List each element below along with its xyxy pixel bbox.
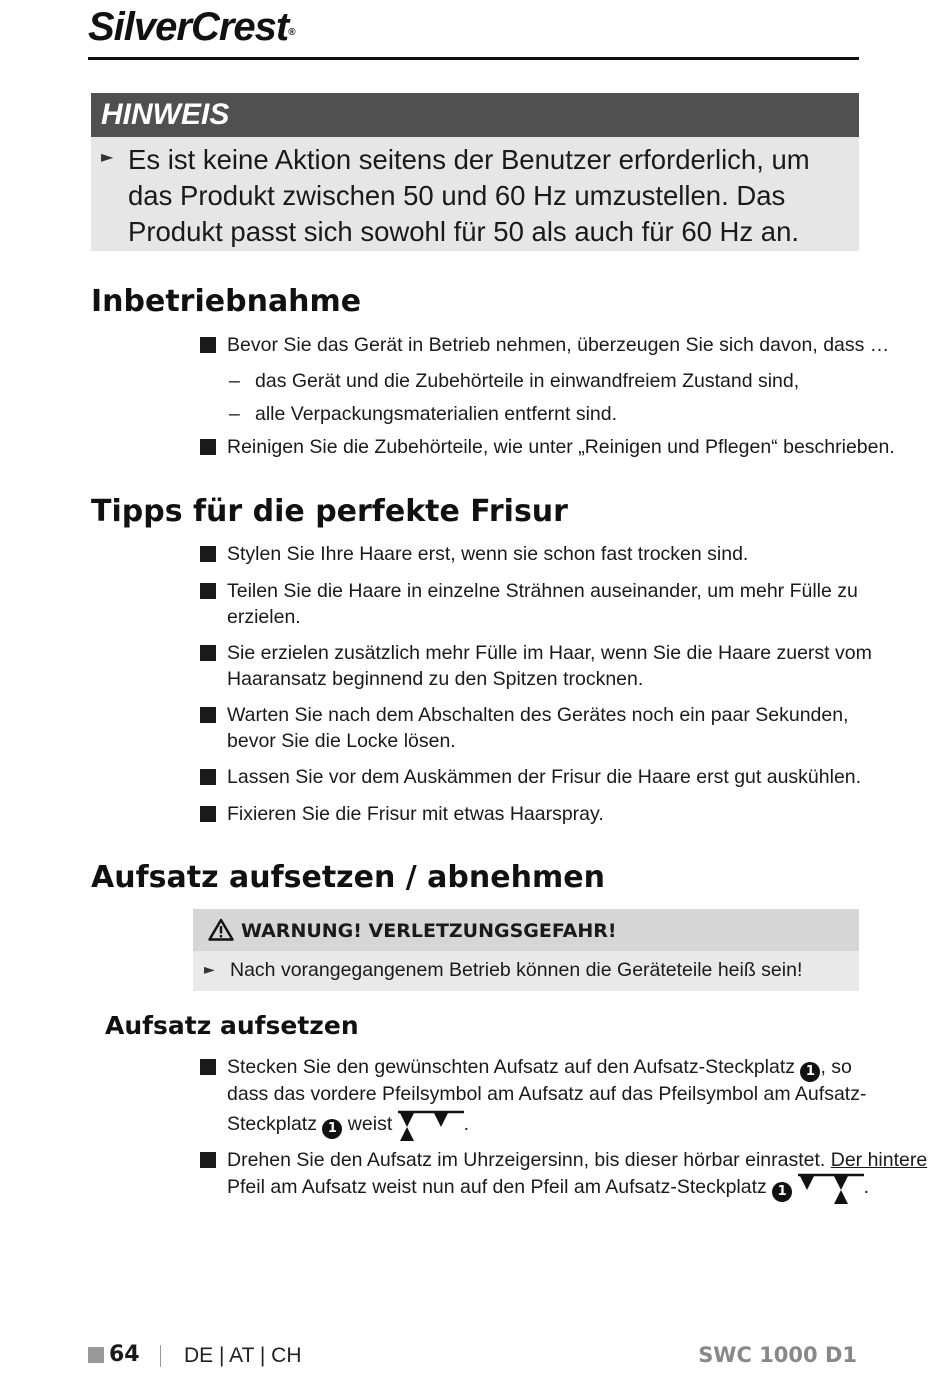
dash-marker: – [229, 403, 240, 425]
step-text: Drehen Sie den Aufsatz im Uhrzeigersinn, bis dieser hörbar einrastet. Der hintere [227, 1149, 928, 1171]
triangle-right-icon: ► [204, 962, 215, 978]
step-text: Pfeil am Aufsatz weist nun auf den Pfeil am Aufsatz-Steckplatz 1 . [227, 1173, 859, 1205]
note-title: HINWEIS [101, 98, 230, 131]
step-text: Stecken Sie den gewünschten Aufsatz auf den Aufsatz-Steckplatz 1 , so [227, 1054, 859, 1082]
model-number: SWC 1000 D1 [698, 1343, 857, 1367]
bullet-square-icon [200, 439, 216, 455]
subsection-title: Aufsatz aufsetzen [105, 1011, 359, 1040]
header-rule [88, 57, 859, 60]
bullet-square-icon [200, 1152, 216, 1168]
sub-list-item: alle Verpackungsmaterialien entfernt sind. [255, 403, 618, 425]
bullet-square-icon [200, 1059, 216, 1075]
list-item: Reinigen Sie die Zubehörteile, wie unter „Reinigen und Pflegen“ beschrieben. [227, 436, 895, 458]
bullet-square-icon [200, 645, 216, 661]
section-title-aufsatz: Aufsatz aufsetzen / abnehmen [91, 860, 605, 895]
step-text: Steckplatz 1 weist . [227, 1110, 859, 1142]
bullet-square-icon [200, 769, 216, 785]
footer-square-icon [88, 1347, 104, 1363]
list-item: Sie erzielen zusätzlich mehr Fülle im Haar, wenn Sie die Haare zuerst vom [227, 642, 872, 664]
footer-divider [160, 1345, 161, 1367]
note-text: Es ist keine Aktion seitens der Benutzer erforderlich, um das Produkt zwischen 50 und 60 Hz umzustellen. Das Produkt passt sich sowohl für 50 als auch für 60 Hz an. [128, 144, 810, 247]
warning-triangle-icon [208, 918, 234, 941]
part-number-badge: 1 [800, 1062, 820, 1082]
list-item: Bevor Sie das Gerät in Betrieb nehmen, überzeugen Sie sich davon, dass … [227, 334, 890, 356]
list-item-continuation: Haaransatz beginnend zu den Spitzen trocknen. [227, 668, 644, 690]
country-codes: DE | AT | CH [184, 1344, 302, 1367]
list-item: Lassen Sie vor dem Auskämmen der Frisur die Haare erst gut auskühlen. [227, 766, 862, 788]
bullet-square-icon [200, 806, 216, 822]
brand-logo: SilverCrest® [88, 5, 295, 49]
bullet-square-icon [200, 337, 216, 353]
list-item: Fixieren Sie die Frisur mit etwas Haarspray. [227, 803, 604, 825]
note-header [91, 93, 859, 137]
bullet-square-icon [200, 546, 216, 562]
warning-body [193, 951, 859, 991]
list-item-continuation: erzielen. [227, 606, 301, 628]
warning-header [193, 909, 859, 951]
bullet-square-icon [200, 583, 216, 599]
part-number-badge: 1 [772, 1182, 792, 1202]
list-item: Stylen Sie Ihre Haare erst, wenn sie schon fast trocken sind. [227, 543, 749, 565]
warning-title: WARNUNG! VERLETZUNGSGEFAHR! [241, 920, 617, 942]
warning-text: Nach vorangegangenem Betrieb können die Geräteteile heiß sein! [230, 959, 803, 981]
section-title-tipps: Tipps für die perfekte Frisur [91, 494, 568, 529]
page-number: 64 [109, 1342, 140, 1367]
arrow-alignment-symbol-icon [798, 1173, 864, 1205]
list-item-continuation: bevor Sie die Locke lösen. [227, 730, 456, 752]
part-number-badge: 1 [322, 1119, 342, 1139]
dash-marker: – [229, 370, 240, 392]
arrow-alignment-symbol-icon [398, 1110, 464, 1142]
triangle-right-icon: ► [101, 147, 114, 166]
sub-list-item: das Gerät und die Zubehörteile in einwandfreiem Zustand sind, [255, 370, 800, 392]
section-title-inbetriebnahme: Inbetriebnahme [91, 284, 362, 319]
list-item: Teilen Sie die Haare in einzelne Strähnen auseinander, um mehr Fülle zu [227, 580, 858, 602]
bullet-square-icon [200, 707, 216, 723]
step-text: dass das vordere Pfeilsymbol am Aufsatz auf das Pfeilsymbol am Aufsatz- [227, 1083, 867, 1105]
list-item: Warten Sie nach dem Abschalten des Gerätes noch ein paar Sekunden, [227, 704, 849, 726]
note-body [91, 137, 859, 251]
